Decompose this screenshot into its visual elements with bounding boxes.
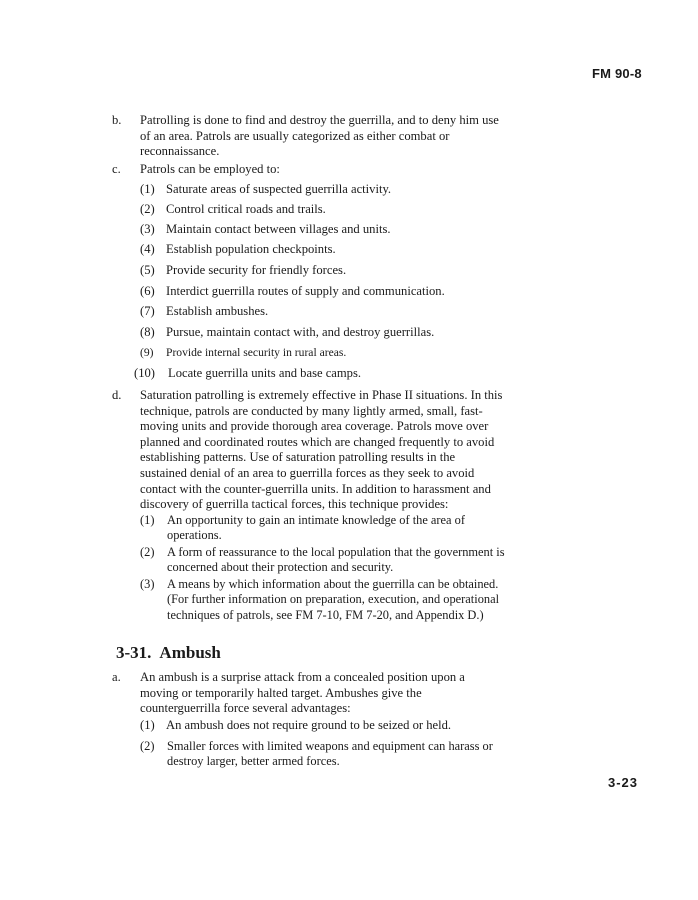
list-item-text: Provide security for friendly forces. — [166, 263, 347, 277]
list-item — [140, 577, 508, 623]
paragraph-a — [112, 670, 503, 717]
list-item-text: Pursue, maintain contact with, and destroy guerrillas. — [166, 325, 435, 339]
list-item — [140, 739, 508, 770]
list-item — [134, 366, 504, 382]
paragraph-a-text: An ambush is a surprise attack from a concealed position upon a moving or temporarily halted target. Ambushes give the counterguerrilla force several advantages: — [140, 670, 465, 716]
list-item-number: (6) — [140, 284, 155, 298]
list-item — [140, 545, 508, 576]
list-item-text: Maintain contact between villages and units. — [166, 222, 391, 236]
paragraph-b — [112, 113, 503, 160]
list-item — [140, 345, 510, 361]
list-item-text: A means by which information about the guerrilla can be obtained. (For further information on preparation, execution, and operational techniques of patrols, see FM 7-10, FM 7-20, and Appendix D.) — [167, 577, 500, 622]
section-heading — [116, 643, 221, 663]
list-item-number: (7) — [140, 304, 155, 318]
paragraph-d-marker: d. — [112, 388, 122, 402]
list-item-number: (9) — [140, 346, 154, 359]
list-item-text: Saturate areas of suspected guerrilla activity. — [166, 182, 392, 196]
list-item-number: (2) — [140, 202, 155, 216]
list-item — [140, 513, 508, 544]
list-item — [140, 718, 510, 734]
list-item-text: Smaller forces with limited weapons and equipment can harass or destroy larger, better armed forces. — [167, 739, 493, 769]
list-item-number: (3) — [140, 222, 155, 236]
list-item-text: Establish ambushes. — [166, 304, 269, 318]
list-item — [140, 284, 510, 300]
paragraph-c — [112, 162, 503, 178]
list-item — [140, 242, 510, 258]
list-item — [140, 202, 510, 218]
section-number: 3-31. — [116, 643, 152, 662]
list-item — [140, 263, 510, 279]
list-item-number: (2) — [140, 545, 155, 559]
list-item-text: Locate guerrilla units and base camps. — [168, 366, 362, 380]
paragraph-a-marker: a. — [112, 670, 121, 684]
paragraph-d — [112, 388, 503, 513]
paragraph-b-marker: b. — [112, 113, 122, 127]
list-item-number: (8) — [140, 325, 155, 339]
list-item-text: Provide internal security in rural areas. — [166, 346, 347, 359]
list-item-number: (10) — [134, 366, 155, 380]
section-title: Ambush — [159, 643, 221, 662]
list-item-text: Establish population checkpoints. — [166, 242, 336, 256]
list-item-number: (1) — [140, 513, 155, 527]
list-item — [140, 325, 510, 341]
list-item-text: Interdict guerrilla routes of supply and communication. — [166, 284, 445, 298]
list-item — [140, 304, 510, 320]
list-item — [140, 222, 510, 238]
list-item-number: (1) — [140, 182, 155, 196]
list-item-number: (3) — [140, 577, 155, 591]
list-item — [140, 182, 510, 198]
paragraph-c-intro: Patrols can be employed to: — [140, 162, 280, 176]
paragraph-b-text: Patrolling is done to find and destroy the guerrilla, and to deny him use of an area. Patrols are usually categorized as either combat or reconnaissance. — [140, 113, 499, 159]
paragraph-c-marker: c. — [112, 162, 121, 176]
document-code: FM 90-8 — [592, 66, 642, 81]
list-item-number: (4) — [140, 242, 155, 256]
list-item-number: (1) — [140, 718, 155, 732]
list-item-text: An opportunity to gain an intimate knowledge of the area of operations. — [167, 513, 465, 543]
page-number: 3-23 — [608, 775, 639, 790]
paragraph-d-text: Saturation patrolling is extremely effective in Phase II situations. In this technique, patrols are conducted by many lightly armed, small, fast-moving units and provide thorough area coverage. Patrols move over planned and coordinated routes which are changed frequently to avoid establishing patterns. Use of saturation patrolling results in the sustained denial of an area to guerrilla forces as they seek to avoid contact with the counter-guerrilla units. In addition to harassment and discovery of guerrilla tactical forces, this technique provides: — [140, 388, 503, 512]
list-item-number: (5) — [140, 263, 155, 277]
list-item-text: A form of reassurance to the local population that the government is concerned about their protection and security. — [167, 545, 505, 575]
list-item-text: An ambush does not require ground to be seized or held. — [166, 718, 452, 732]
list-item-text: Control critical roads and trails. — [166, 202, 326, 216]
list-item-number: (2) — [140, 739, 155, 753]
